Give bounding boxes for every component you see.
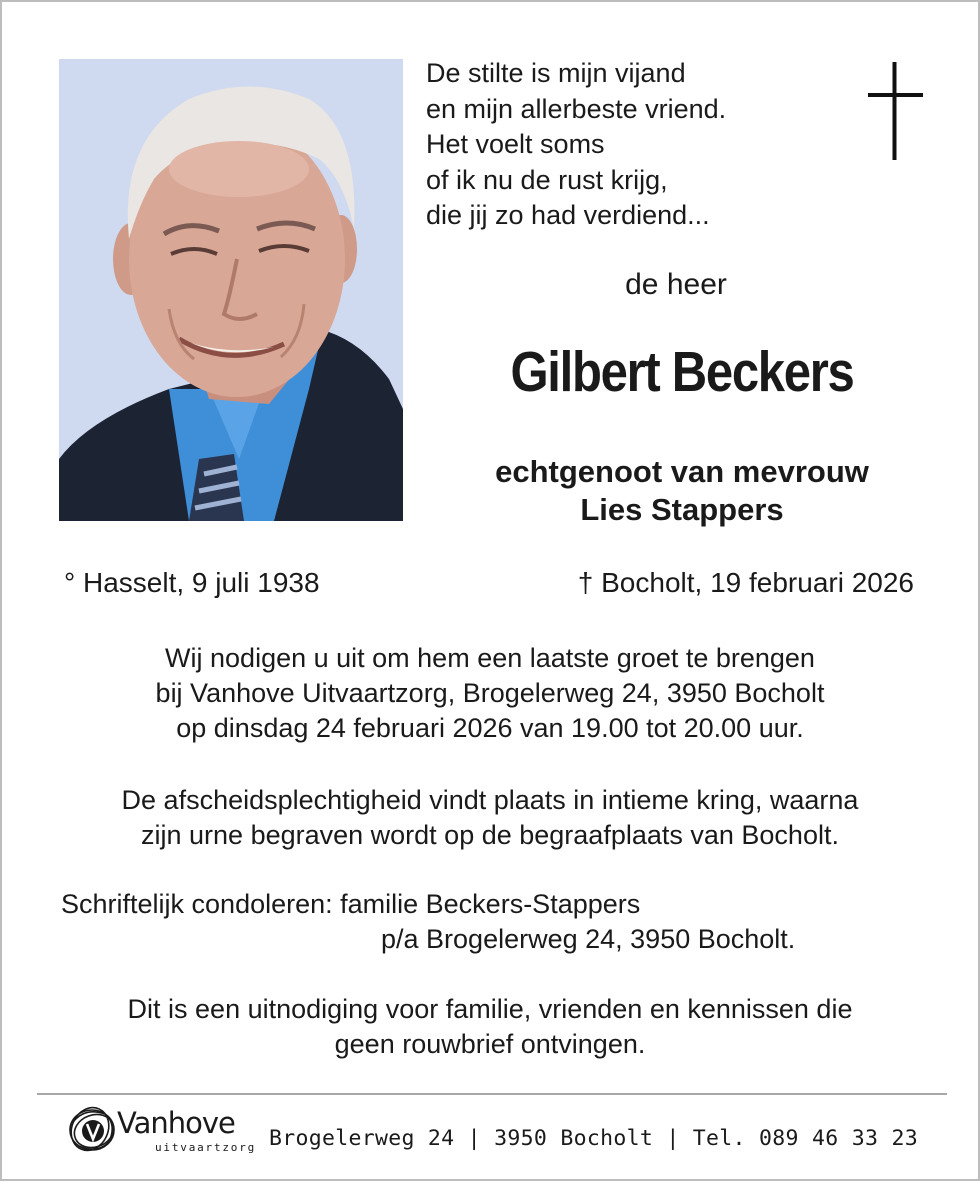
- death-info: † Bocholt, 19 februari 2026: [577, 567, 914, 598]
- vanhove-logo: [65, 1102, 255, 1162]
- text-line: bij Vanhove Uitvaartzorg, Brogelerweg 24, 3950 Bocholt: [155, 678, 825, 708]
- text-line: Wij nodigen u uit om hem een laatste groet te brengen: [165, 643, 815, 673]
- text-line: zijn urne begraven wordt op de begraafplaats van Bocholt.: [141, 820, 839, 850]
- poem-line: of ik nu de rust krijg,: [426, 164, 668, 195]
- birth-info: ° Hasselt, 9 juli 1938: [64, 567, 320, 598]
- text-line: Schriftelijk condoleren: familie Beckers-Stappers: [61, 889, 641, 919]
- ceremony-text: [2, 783, 978, 853]
- spouse-line: echtgenoot van mevrouw: [495, 454, 869, 489]
- logo-name: Vanhove: [117, 1106, 235, 1140]
- text-line: p/a Brogelerweg 24, 3950 Bocholt.: [381, 924, 796, 954]
- footer-divider: [37, 1093, 947, 1095]
- poem-line: die jij zo had verdiend...: [426, 200, 710, 230]
- condolence-text: [61, 887, 795, 957]
- text-line: geen rouwbrief ontvingen.: [334, 1029, 646, 1059]
- text-line: op dinsdag 24 februari 2026 van 19.00 tot 20.00 uur.: [176, 713, 804, 743]
- logo-subtitle: uitvaartzorg: [155, 1141, 257, 1154]
- poem-line: Het voelt soms: [426, 129, 605, 159]
- text-line: De afscheidsplechtigheid vindt plaats in intieme kring, waarna: [121, 785, 859, 815]
- notice-text: [2, 992, 978, 1062]
- poem-line: De stilte is mijn vijand: [426, 58, 686, 88]
- spouse-name: Lies Stappers: [580, 492, 784, 527]
- deceased-name: Gilbert Beckers: [510, 340, 854, 404]
- logo-emblem-icon: [65, 1102, 121, 1158]
- poem-line: en mijn allerbeste vriend.: [426, 93, 727, 124]
- poem: [426, 56, 726, 234]
- portrait-photo: [59, 59, 403, 521]
- spouse-info: [434, 453, 930, 529]
- invitation-text: [2, 641, 978, 746]
- footer-address: Brogelerweg 24 | 3950 Bocholt | Tel. 089 46 33 23: [269, 1126, 918, 1151]
- cross-icon: [866, 62, 926, 162]
- text-line: Dit is een uitnodiging voor familie, vrienden en kennissen die: [127, 994, 853, 1024]
- honorific: de heer: [625, 268, 727, 301]
